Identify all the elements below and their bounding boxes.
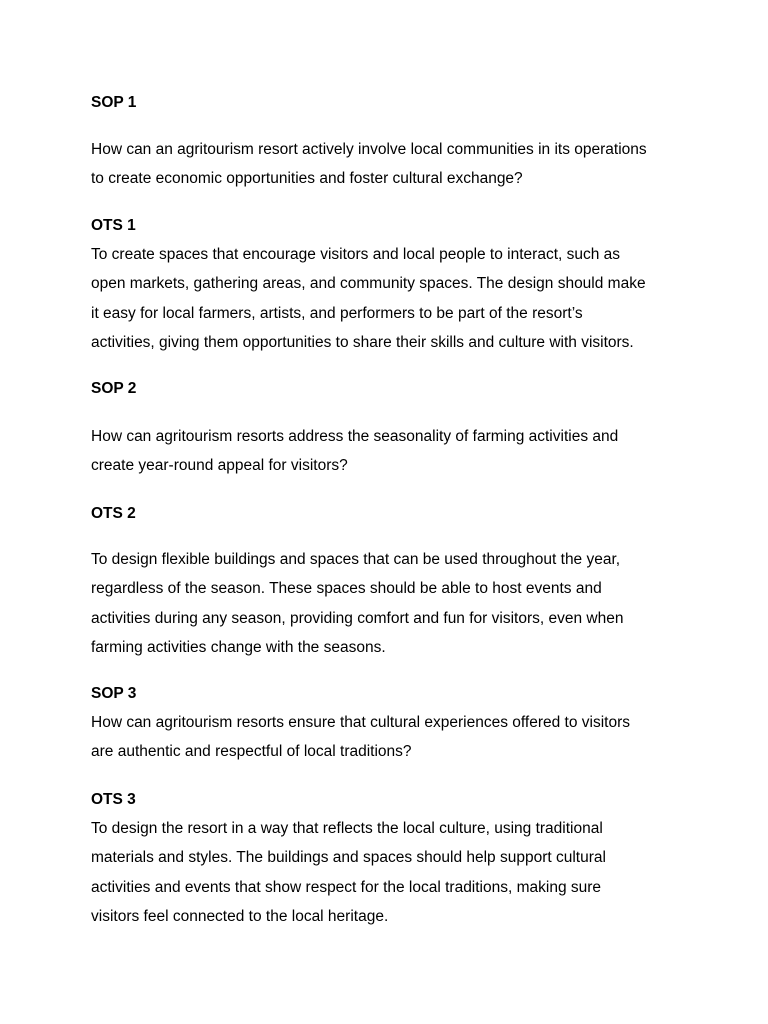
paragraph-line: materials and styles. The buildings and spaces should help support cultural [91,849,606,867]
section-paragraph-ots-1 [91,240,691,357]
paragraph-line: To design flexible buildings and spaces that can be used throughout the year, [91,551,621,568]
paragraph-line: activities, giving them opportunities to share their skills and culture with visitors. [91,333,634,351]
paragraph-line: open markets, gathering areas, and community spaces. The design should make [91,275,646,293]
section-paragraph-ots-2 [91,545,691,662]
paragraph-line: activities during any season, providing comfort and fun for visitors, even when [91,609,624,627]
paragraph-line: How can agritourism resorts ensure that cultural experiences offered to visitors [91,714,631,731]
paragraph-line: How can an agritourism resort actively involve local communities in its operations [91,141,647,158]
section-heading-sop-2: SOP 2 [91,380,137,397]
section-paragraph-ots-3 [91,814,691,931]
paragraph-line: to create economic opportunities and foster cultural exchange? [91,170,523,188]
section-heading-sop-3: SOP 3 [91,685,137,702]
paragraph-line: To design the resort in a way that reflects the local culture, using traditional [91,820,603,837]
section-paragraph-sop-2 [91,422,691,481]
paragraph-line: farming activities change with the seasons. [91,638,386,656]
section-heading-ots-3: OTS 3 [91,791,136,808]
paragraph-line: To create spaces that encourage visitors and local people to interact, such as [91,246,621,263]
paragraph-line: it easy for local farmers, artists, and performers to be part of the resort’s [91,304,583,322]
paragraph-line: visitors feel connected to the local heritage. [91,907,389,925]
section-paragraph-sop-3 [91,708,691,767]
section-paragraph-sop-1 [91,135,691,194]
paragraph-line: How can agritourism resorts address the seasonality of farming activities and [91,428,619,445]
section-heading-ots-2: OTS 2 [91,505,136,522]
section-heading-sop-1: SOP 1 [91,94,137,111]
paragraph-line: are authentic and respectful of local traditions? [91,743,412,761]
paragraph-line: create year-round appeal for visitors? [91,457,348,475]
paragraph-line: activities and events that show respect for the local traditions, making sure [91,878,602,896]
section-heading-ots-1: OTS 1 [91,217,136,234]
paragraph-line: regardless of the season. These spaces should be able to host events and [91,580,602,598]
